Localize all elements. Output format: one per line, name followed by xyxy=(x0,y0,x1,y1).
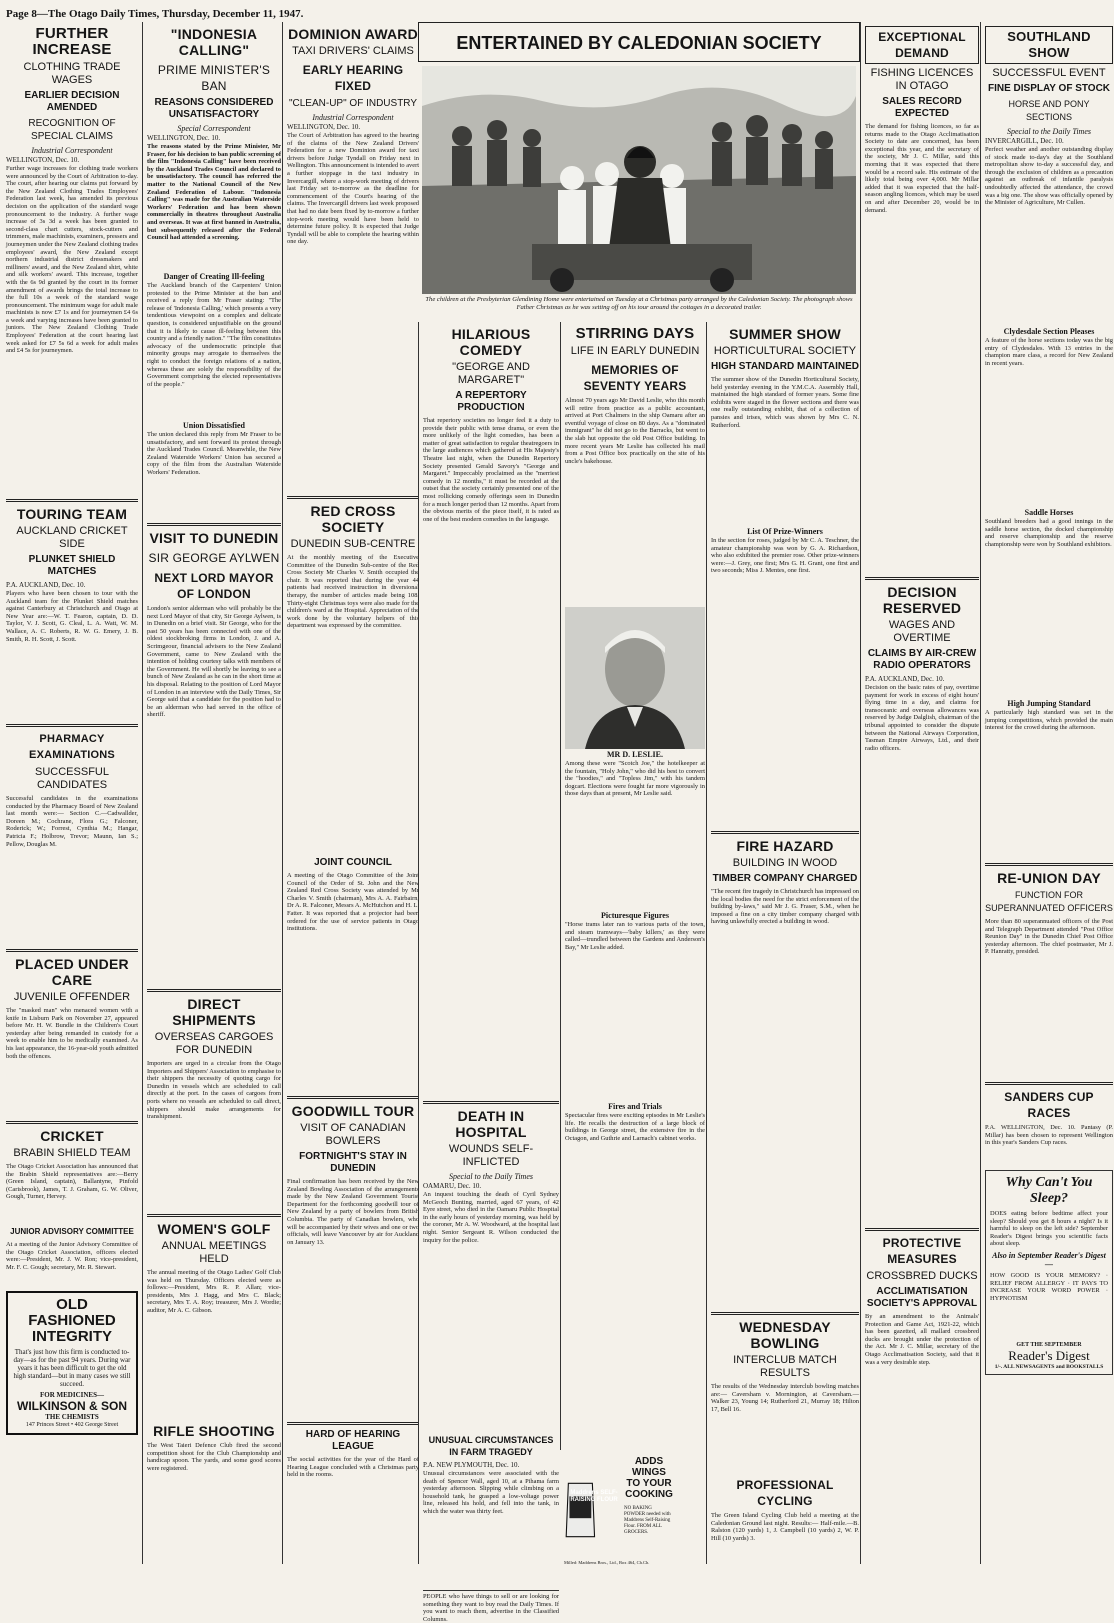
article-body: The Court of Arbitration has agreed to the hearing of the claims of the New Zealand Drivers' Federation for a new Dominion award for taxi drivers before Judge Tyndall on Friday next in Wellington. This announcement is intended to avert a further stoppage in the taxi industry in Invercargill, where a stop-work meeting of drivers last Friday set to-morrow as the deadline for commencement of the Court's hearing of the claims. The Invercargill drivers last week proposed that had no date been fixed by to-morrow a further stop-work meeting would have been held to determine future policy. It is expected that Judge Tyndall will be able to complete the hearing within one day. xyxy=(287,132,419,246)
headline-summer-show: SUMMER SHOW xyxy=(729,326,841,342)
classified-notice: PEOPLE who have things to sell or are looking for something they want to buy read the Daily Times. If you want to reach them, advertise in the Classified Columns. xyxy=(423,1590,559,1623)
subhead-horse-pony: HORSE AND PONY SECTIONS xyxy=(1008,99,1090,122)
dateline: P.A. AUCKLAND, Dec. 10. xyxy=(6,581,86,589)
headline-southland-show: SOUTHLAND SHOW xyxy=(985,26,1113,64)
article-body: Perfect weather and another outstanding display of stock made to-day's day at the Southland metropolitan show to-day a successful day, and through the exclusion of children as a precaution against an outbreak of infantile paralysis undoubtedly affected the attendance, the crowd was a big one. The show was officially opened by the Minister of Agriculture, Mr Cullen. xyxy=(985,146,1113,207)
headline-visit-dunedin: VISIT TO DUNEDIN xyxy=(149,530,279,546)
section-heading: Picturesque Figures xyxy=(601,911,669,920)
dateline: WELLINGTON, Dec. 10. xyxy=(287,123,361,131)
rule xyxy=(865,1228,979,1231)
article-body: Players who have been chosen to tour with the Auckland team for the Plunket Shield matches against Canterbury at Christchurch and Otago at New Year are:—W. T. Fearon, captain, D. D. Taylor, V. J. Scott, G. Cleal, L. A. Watt, W. M. Wallace, A. C. Roberts, R. W. G. Emery, J. B. Smith, R. H. Scott, J. Scott. xyxy=(6,590,138,643)
subhead-early-hearing: EARLY HEARING FIXED xyxy=(302,63,404,93)
page-folio: Page 8—The Otago Daily Times, Thursday, December 11, 1947. xyxy=(6,8,304,20)
rule xyxy=(6,724,138,727)
rule xyxy=(147,523,281,526)
subhead-overseas-cargoes: OVERSEAS CARGOES FOR DUNEDIN xyxy=(154,1031,274,1056)
headline-womens-golf: WOMEN'S GOLF xyxy=(157,1221,271,1237)
rule xyxy=(423,1101,559,1104)
rd-body: DOES eating before bedtime affect your sleep? Should you get 8 hours a night? Is it harmful to sleep on the left side? September Reader's Digest brings you scientific facts about sleep. xyxy=(990,1210,1108,1248)
rd-get: GET THE SEPTEMBER xyxy=(1016,1341,1082,1348)
article-body: Almost 70 years ago Mr David Leslie, who this month will retire from practice as a public accountant, arrived at Port Chalmers in the ship Oamaru after an eventful voyage of close on 80 days. As a "dominated immigrant" he did not go to the Barracks, but went to the slab hut opposite the old Post Office building. In more recent years Mr Leslie has collected his mail from a Post Office box practically on the site of his uncle's bakehouse. xyxy=(565,397,705,465)
subhead-horticultural: HORTICULTURAL SOCIETY xyxy=(713,345,857,357)
article-body: Final confirmation has been received by the New Zealand Bowling Association of the arrangements made by the New Zealand Government Tourist Department for the forthcoming goodwill tour of New Zealand by a party of bowlers from British Columbia. The party of Canadian bowlers, who will be accompanied by their wives and one or two officials, will leave Vancouver by air for Auckland on January 13. xyxy=(287,1178,419,1246)
article-body: "Horse trams later ran to various parts of the town, and steam tramways—'baby killers,' as they were called—trundled between the Gardens and Anderson's Bay," Mr Leslie added. xyxy=(565,921,705,951)
headline-dominion-award: DOMINION AWARD xyxy=(288,26,418,42)
article-body: "The recent fire tragedy in Christchurch has impressed on the local bodies the need for the strict enforcement of the building by-laws," said Mr J. G. Fraser, S.M., when he imposed a fine on a city timber company charged with having unlawfully erected a building in wood. xyxy=(711,888,859,926)
headline-wednesday-bowling: WEDNESDAY BOWLING xyxy=(739,1319,831,1351)
subhead-brabin: BRABIN SHIELD TEAM xyxy=(13,1147,131,1159)
subhead-special-claims: RECOGNITION OF SPECIAL CLAIMS xyxy=(28,118,116,142)
headline-professional-cycling: PROFESSIONAL CYCLING xyxy=(736,1478,834,1508)
rd-name: Reader's Digest xyxy=(1008,1347,1090,1363)
rd-items: HOW GOOD IS YOUR MEMORY? · RELIEF FROM ALLERGY · IT PAYS TO INCREASE YOUR WORD POWER · HYPNOTISM xyxy=(990,1271,1108,1302)
article-body: Successful candidates in the examinations conducted by the Pharmacy Board of New Zealand last month were:— Section C.—Cadwallder, Doreen M.; Cochrane, Flora G.; Falconer, Roderick; W.; Forrest, Cynthia M.; Hangar, Patricia F.; Holbrow, Trevor; Maunn, Ian S.; Pellow, Douglas M. xyxy=(6,795,138,848)
rule xyxy=(6,499,138,502)
dateline: WELLINGTON, Dec. 10. xyxy=(147,134,221,142)
maddrens-flour-advertisement xyxy=(564,1456,674,1566)
article-body: Southland breeders had a good innings in the saddle horse section, the docked championship and reserve championship and the reserve championship were won by Southland exhibitors. xyxy=(985,518,1113,548)
column-3 xyxy=(282,22,419,1564)
subhead-earlier-decision: EARLIER DECISION AMENDED xyxy=(24,90,120,113)
feature-banner: ENTERTAINED BY CALEDONIAN SOCIETY xyxy=(418,22,860,62)
rule xyxy=(865,577,979,580)
article-body: That repertory societies no longer feel it a duty to provide their public with tense drama, or even the more unlikely of the light comedies, has been a matter of great satisfaction to regular theatregoers in the large audiences which gathered at His Majesty's Theatre last night, when the Dunedin Repertory Society presented Gerald Savory's "George and Margaret." Impeccably proclaimed as the "merriest comedy in 12 months," it must be recorded at the outset that the society certainly presented one of the most rollicking comedy offerings seen in Dunedin for a much longer period than 12 months. Apart from the obvious merits of the piece itself, it is rated as one of the best modern comedies in the language. xyxy=(423,417,559,523)
article-body: At the monthly meeting of the Executive Committee of the Dunedin Sub-centre of the Red Cross Society Mr Charles V. Smith occupied the chair. It was reported that during the year 44 patients had received instruction in diversional therapy, the number of articles made being 108. Thirty-eight Christmas toys were also made for the children's ward at the Hospital. Appreciation of the work done by the voluntary helpers of this department was expressed by the committee. xyxy=(287,554,419,630)
headline-reunion-day: RE-UNION DAY xyxy=(997,870,1101,886)
article-body: An inquest touching the death of Cyril Sydney McGeoch Bunting, married, aged 67 years, of 42 Eyre street, who died in the Oamaru Public Hospital in the early hours of yesterday morning, was held by the coroner, Mr A. W. Woodward, at the hospital last night. Senior Sergeant R. Wilson conducted the inquiry for the police. xyxy=(423,1191,559,1244)
rd-also: Also in September Reader's Digest— xyxy=(992,1250,1106,1269)
headline-placed-under-care: PLACED UNDER CARE xyxy=(15,956,129,988)
headline-hard-of-hearing: HARD OF HEARING LEAGUE xyxy=(305,1429,401,1452)
ad-firm-name: WILKINSON & SON xyxy=(17,1399,127,1413)
subhead-pm-ban: PRIME MINISTER'S BAN xyxy=(157,63,271,93)
headline-direct-shipments: DIRECT SHIPMENTS xyxy=(172,996,256,1028)
subhead-building-wood: BUILDING IN WOOD xyxy=(732,857,838,869)
subhead-clean-up: "CLEAN-UP" OF INDUSTRY xyxy=(288,98,418,109)
flour-bag-illustration xyxy=(564,1456,624,1564)
column-5 xyxy=(560,322,705,1450)
byline: Special to the Daily Times xyxy=(1007,127,1091,136)
headline-death-hospital: DEATH IN HOSPITAL xyxy=(455,1108,527,1140)
byline: Special to the Daily Times xyxy=(449,1172,533,1181)
article-body: P.A. WELLINGTON, Dec. 10. Pantasy (P. Millar) has been chosen to represent Wellington in this year's Sanders Cup races. xyxy=(985,1124,1113,1147)
wilkinson-advertisement xyxy=(6,1291,138,1435)
dateline: OAMARU, Dec. 10. xyxy=(423,1182,482,1190)
subhead-interclub: INTERCLUB MATCH RESULTS xyxy=(733,1354,837,1379)
headline-goodwill-tour: GOODWILL TOUR xyxy=(291,1103,415,1119)
article-body: Unusual circumstances were associated with the death of Spencer Wall, aged 10, at a Pihama farm yesterday afternoon. Slipping while climbing on a household tank, he grasped a low-voltage power line, released his hold, and fell into the tank, in which the water was thirty feet. xyxy=(423,1470,559,1515)
subhead-plunket-shield: PLUNKET SHIELD MATCHES xyxy=(28,554,116,577)
article-body: The Otago Cricket Association has announced that the Brabin Shield representatives are:—Berry (Green Island, captain), Ballantyne, Pinfold (Carisbrook), James, T. J. Graham, G. W. Oliver, Gough, Turner, Hervey. xyxy=(6,1163,138,1201)
portrait-illustration xyxy=(565,607,705,749)
subhead-taxi-drivers: TAXI DRIVERS' CLAIMS xyxy=(292,45,414,57)
ad-chemists: THE CHEMISTS xyxy=(45,1413,99,1421)
photo-caption: The children at the Presbyterian Glendining Home were entertained on Tuesday at a Christmas party arranged by the Caledonian Society. The photograph shows Father Christmas as he was setting off on his tour around the cottages in a decorated trailer. xyxy=(425,296,853,311)
subhead-junior-advisory: JUNIOR ADVISORY COMMITTEE xyxy=(10,1227,134,1236)
caledonian-party-photo xyxy=(422,66,856,294)
byline: Industrial Correspondent xyxy=(312,113,394,122)
headline-stirring-days: STIRRING DAYS xyxy=(575,325,695,342)
subhead-sir-george: SIR GEORGE AYLWEN xyxy=(148,551,280,565)
subhead-successful-event: SUCCESSFUL EVENT xyxy=(992,67,1106,79)
subhead-acclimatisation: ACCLIMATISATION SOCIETY'S APPROVAL xyxy=(866,1286,978,1309)
section-heading: Union Dissatisfied xyxy=(182,421,245,430)
subhead-high-standard: HIGH STANDARD MAINTAINED xyxy=(711,361,859,372)
article-body: London's senior alderman who will probably be the next Lord Mayor of that city, Sir George Aylwen, is in Dunedin on a brief visit. Sir George, who for the past 50 years has been connected with one of the oldest stockbroking firms in London, J. and A. Scrimgeour, financial advisers to the New Zealand Government, came to New Zealand with the intention of holding courtesy talks with members of the Government. He will shortly be leaving to see a bunch of New Zealand as he can in the short time at his disposal. Relating to the position of Lord Mayor of London in an interview with the Daily Times, Sir George said that a candidate for the position had to be an alderman who had served in the office of sheriff. xyxy=(147,605,281,719)
rule xyxy=(6,1121,138,1124)
rd-price: 1/-. ALL NEWSAGENTS and BOOKSTALLS xyxy=(994,1363,1104,1370)
subhead-memories: MEMORIES OF SEVENTY YEARS xyxy=(583,363,687,393)
headline-red-cross: RED CROSS SOCIETY xyxy=(310,503,396,535)
rule xyxy=(287,496,419,499)
article-body: The summer show of the Dunedin Horticultural Society, held yesterday evening in the Y.M.C.A. Assembly Hall, maintained the high standard of former years. Some fine exhibits were staged in the flower sections and there was one really outstanding exhibit, that of a collection of pansies and irises, which was shown by Mrs C. N. Rutherford. xyxy=(711,376,859,429)
subhead-crossbred-ducks: CROSSBRED DUCKS xyxy=(866,1270,978,1282)
column-4 xyxy=(418,322,559,1623)
subhead-fine-display: FINE DISPLAY OF STOCK xyxy=(987,83,1111,94)
column-6 xyxy=(706,322,859,1564)
rule xyxy=(985,1082,1113,1085)
dateline: WELLINGTON, Dec. 10. xyxy=(6,156,80,164)
rule xyxy=(711,1312,859,1315)
dateline: INVERCARGILL, Dec. 10. xyxy=(985,137,1064,145)
flour-footer: Milled: Maddrens Bros., Ltd., Box 464, Ch.Ch. xyxy=(564,1560,650,1565)
readers-digest-advertisement xyxy=(985,1170,1113,1375)
article-body: The union declared this reply from Mr Fraser to be unsatisfactory, and sent forward its protest through the Auckland Trades Council. Meanwhile, the New Zealand Waterside Workers' Union has secured a copy of the film from the Australian Waterside Workers' Federation. xyxy=(147,431,281,476)
flour-small-print: NO BAKING POWDER needed with Maddrens Self-Raising Flour. FROM ALL GROCERS. xyxy=(624,1506,671,1535)
ad-headline: OLD FASHIONED INTEGRITY xyxy=(28,1296,116,1345)
subhead-wounds: WOUNDS SELF-INFLICTED xyxy=(448,1143,534,1168)
section-heading: Clydesdale Section Pleases xyxy=(1003,327,1095,336)
article-body: A feature of the horse sections today was the big entry of Clydesdales. With 13 entries in the champion mare class, a record for New Zealand in recent years. xyxy=(985,337,1113,367)
subhead-juvenile: JUVENILE OFFENDER xyxy=(13,991,131,1003)
article-body: More than 80 superannuated officers of the Post and Telegraph Department attended "Post Office Reunion Day" in the Dunedin Chief Post Office yesterday afternoon. The chief postmaster, Mr J. P. Hanratty, presided. xyxy=(985,918,1113,956)
article-body: The Auckland branch of the Carpenters' Union protested to the Prime Minister at the ban and received a reply from Mr Fraser stating: "The release of 'Indonesia Calling,' which presents a very tendentious viewpoint on a complex and delicate question, is considered unjustifiable on the ground that it is likely to cause ill-feeling between this country and a friendly nation." "The film constitutes advocacy of the undemocratic principle that minority groups may arrogate to themselves the right to conduct the foreign relations of a nation, whereas these are solely the responsibility of the Government comprising the elected representatives of the people." xyxy=(147,282,281,388)
rule xyxy=(6,949,138,952)
subhead-reasons: REASONS CONSIDERED UNSATISFACTORY xyxy=(154,97,274,120)
rule xyxy=(287,1422,419,1425)
section-heading: List Of Prize-Winners xyxy=(747,527,823,536)
headline-pharmacy: PHARMACY EXAMINATIONS xyxy=(29,733,115,761)
headline-cricket: CRICKET xyxy=(40,1128,104,1144)
article-body: The Green Island Cycling Club held a meeting at the Caledonian Ground last night. Results:— Half-mile.—B. Ralston (120 yards) 1, J. Campbell (10 yards) 2, W. P. Hill (10 yards) 3. xyxy=(711,1512,859,1542)
article-body: Decision on the basic rates of pay, overtime payment for work in excess of eight hours' flying time in a day, and claims for transoceanic and overseas allowances was reserved by Judge Dalglish, chairman of the tribunal appointed to consider the dispute between the National Airways Corporation, Tasman Empire Airways, Ltd., and their radio officers. xyxy=(865,684,979,752)
article-body: The annual meeting of the Otago Ladies' Golf Club was held on Thursday. Officers elected were as follows:—President, Mrs R. P. Allan; vice-presidents, Mrs J. Hagg, and Mrs C. Black; secretary, Mrs T. A. Roy; treasurer, Mrs J. Wordie; auditor, Mr A. C. Gibson. xyxy=(147,1269,281,1314)
article-body: At a meeting of the Junior Advisory Committee of the Otago Cricket Association, officers elected were:—President, Mr. J. W. Ron; vice-president, Mr. F. C. Gough; secretary, Mr. R. Stewart. xyxy=(6,1241,138,1271)
rule xyxy=(985,863,1113,866)
article-body: Spectacular fires were exciting episodes in Mr Leslie's life. He recalls the destruction of a large block of buildings in George street, the extensive fire in the Octagon, and Guthrie and Larnach's cabinet works. xyxy=(565,1112,705,1142)
rule xyxy=(147,989,281,992)
dateline: P.A. AUCKLAND, Dec. 10. xyxy=(865,675,945,683)
rule xyxy=(711,831,859,834)
subhead-repertory: A REPERTORY PRODUCTION xyxy=(455,390,527,413)
flour-slogan: ADDS WINGS TO YOUR COOKING xyxy=(625,1456,673,1500)
subhead-joint-council: JOINT COUNCIL xyxy=(314,857,392,868)
headline-decision-reserved: DECISION RESERVED xyxy=(882,584,962,616)
article-body: A meeting of the Otago Committee of the Joint Council of the Order of St. John and the New Zealand Red Cross Society was attended by Mr Charles V. Smith (chairman), Mrs A. A. Fairbairn, Dr A. R. Falconer, Messrs A. McHutchon and H. L. Fatter. It was reported that a projector had been ordered for the use of service patients in Otago institutions. xyxy=(287,872,419,933)
subhead-clothing-wages: CLOTHING TRADE WAGES xyxy=(23,61,121,86)
subhead-candidates: SUCCESSFUL CANDIDATES xyxy=(35,766,109,791)
photo-illustration xyxy=(422,66,856,294)
headline-rifle-shooting: RIFLE SHOOTING xyxy=(153,1423,275,1439)
subhead-early-dunedin: LIFE IN EARLY DUNEDIN xyxy=(570,345,700,357)
subhead-superannuated: FUNCTION FOR SUPERANNUATED OFFICERS xyxy=(985,890,1113,913)
column-8 xyxy=(980,22,1113,1564)
ad-for: FOR MEDICINES— xyxy=(40,1391,104,1399)
headline-further-increase: FURTHER INCREASE xyxy=(32,25,112,58)
headline-hilarious-comedy: HILARIOUS COMEDY xyxy=(451,326,531,358)
byline: Industrial Correspondent xyxy=(31,146,113,155)
headline-protective-measures: PROTECTIVE MEASURES xyxy=(882,1236,962,1266)
rd-headline: Why Can't You Sleep? xyxy=(1005,1175,1093,1206)
article-body: The West Taieri Defence Club fired the second competition shoot for the Club Championship and handicap spoon. The yards, and some good scores were registered. xyxy=(147,1442,281,1472)
byline: Special Correspondent xyxy=(177,124,251,133)
subhead-sub-centre: DUNEDIN SUB-CENTRE xyxy=(290,538,416,550)
column-7 xyxy=(860,22,979,1564)
column-1 xyxy=(6,22,138,1564)
ad-address: 147 Princes Street • 402 George Street xyxy=(25,1422,119,1428)
headline-unusual: UNUSUAL CIRCUMSTANCES IN FARM TRAGEDY xyxy=(428,1435,554,1457)
section-heading: Danger of Creating Ill-feeling xyxy=(163,272,265,281)
subhead-canadian-bowlers: VISIT OF CANADIAN BOWLERS xyxy=(300,1122,406,1147)
subhead-fortnight: FORTNIGHT'S STAY IN DUNEDIN xyxy=(299,1151,407,1174)
subhead-sales-record: SALES RECORD EXPECTED xyxy=(882,96,962,119)
article-body: The "masked man" who menaced women with a knife in Lisburn Park on November 27, appeared before Mr. H. W. Bundle in the Children's Court yesterday after being remanded in custody for a week to enable him to be medically examined. As his last appearance, the 16-year-old youth admitted both the offences. xyxy=(6,1007,138,1060)
subhead-timber-company: TIMBER COMPANY CHARGED xyxy=(712,873,858,884)
article-body: In the section for roses, judged by Mr C. A. Teschner, the amateur championship was won by G. A. Richardson, who also exhibited the premier rose. Other prize-winners were:—J. Grey, one first; Mrs G. H. Grant, one first and two seconds; Miss J. Mentes, one first. xyxy=(711,537,859,575)
article-body: Further wage increases for clothing trade workers were announced by the Court of Arbitration to-day. The court, after hearing our claims put forward by the New Zealand Clothing Trades Employees' Federation last week, has amended its previous decision on the application of the standard wage pronouncement to the industry. A further wage increase of 3s 3d a week has been granted to second-class chart cutters, stock-cutters and trimmers, male machinists, examiners, pressers and journeymen under the New Zealand clothing trades employees' award, the New Zealand except northern industrial district dressmakers and milliners' award, and the New Zealand shirt, white and silk workers' award. This increase, together with the 6s 9d granted by the court in its former amendment of awards brings the total increase to the full 10s a week of the standard wage pronouncement. The minimum wage for adult male machinists is now £7 1s and for journeymen £4 6s a week and varying increases have been granted to juniors. The New Zealand Clothing Trade Employees' Federation at the court hearing last week asked for £7 5s 6d a week for adult males and £4 5s for journeymen. xyxy=(6,165,138,355)
headline-exceptional-demand: EXCEPTIONAL DEMAND xyxy=(865,26,979,64)
subhead-wages-overtime: WAGES AND OVERTIME xyxy=(888,619,956,644)
portrait-caption: MR D. LESLIE. xyxy=(606,750,663,759)
article-body: The demand for fishing licences, so far as returns made to the Otago Acclimatisation Society to date are concerned, has been exceptional this year, and the secretary of the society, Mr J. C. Millar, said this morning that it was expected that there would be a record sale. His estimate of the likely total being over 4,000. Mr Millar added that it was expected that the half-season angling licences, which may be used on and after December 20, would be in demand. xyxy=(865,123,979,214)
subhead-auckland-cricket: AUCKLAND CRICKET SIDE xyxy=(16,525,128,550)
article-body: By an amendment to the Animals' Protection and Game Act, 1921-22, which has been gazetted, all mallard crossbred ducks are brought under the protection of the Act. Mr J. C. Millar, secretary of the Otago Acclimatisation Society, said that it was a very desirable step. xyxy=(865,1313,979,1366)
article-body: Among these were "Scotch Joe," the hotelkeeper at the fountain, "Holy John," who did his best to convert the "hoodies," and "Topless Jim," with his tandem dogcart. Elections were fought far more vigorously in those days than at present, Mr Leslie said. xyxy=(565,760,705,798)
column-2 xyxy=(142,22,281,1564)
ad-text: That's just how this firm is conducted to-day—as for the past 94 years. During war years it has been difficult to get the old high standard—but in many cases we still succeed. xyxy=(13,1348,131,1388)
subhead-lord-mayor: NEXT LORD MAYOR OF LONDON xyxy=(154,571,274,601)
article-body: The results of the Wednesday interclub bowling matches are:— Caversham v. Mornington, at Caversham.—Walker 23, Young 14; Rutherford 21, Murray 18; Hilton 17, Bell 16. xyxy=(711,1383,859,1413)
headline-fire-hazard: FIRE HAZARD xyxy=(736,838,834,854)
article-body: Importers are urged in a circular from the Otago Importers and Shippers' Association to emphasise to their shippers the necessity of quoting cargo for Dunedin in vessels which are scheduled to call directly at the port. In the cases of cargoes from ports where no vessels are scheduled to call direct, shippers should make arrangements for transhipment. xyxy=(147,1060,281,1121)
portrait-photo xyxy=(565,607,705,749)
headline-sanders-cup: SANDERS CUP RACES xyxy=(1004,1090,1094,1120)
headline-touring-team: TOURING TEAM xyxy=(16,506,128,522)
rule xyxy=(287,1096,419,1099)
flour-brand: Maddrens SELF-RAISING FLOUR xyxy=(570,1490,618,1503)
subhead-air-crew: CLAIMS BY AIR-CREW RADIO OPERATORS xyxy=(867,648,977,671)
section-heading: High Jumping Standard xyxy=(1007,699,1091,708)
section-heading: Saddle Horses xyxy=(1024,508,1074,517)
subhead-fishing-licences: FISHING LICENCES IN OTAGO xyxy=(870,67,974,92)
subhead-george-margaret: "GEORGE AND MARGARET" xyxy=(452,361,530,386)
article-body: The reasons stated by the Prime Minister, Mr Fraser, for his decision to ban public screening of the film "Indonesia Calling" have been received by the Auckland Trades Council and declared to be unsatisfactory. The council has referred the matter to the National Council of the New Zealand Federation of Labour. "Indonesia Calling" was made for the Australian Waterside Workers' Federation and has been shown commercially in theatres throughout Australia and overseas. It was at first banned in Australia, but subsequently released after the Federal Council had attended a screening. xyxy=(147,143,281,242)
article-body: The social activities for the year of the Hard of Hearing League concluded with a Christmas party held in the rooms. xyxy=(287,1456,419,1479)
article-body: A particularly high standard was set in the jumping competitions, which provided the main interest for the crowd during the afternoon. xyxy=(985,709,1113,732)
subhead-annual-meetings: ANNUAL MEETINGS HELD xyxy=(161,1240,267,1265)
rule xyxy=(147,1214,281,1217)
headline-indonesia-calling: "INDONESIA CALLING" xyxy=(170,26,258,58)
section-heading: Fires and Trials xyxy=(608,1102,662,1111)
dateline: P.A. NEW PLYMOUTH, Dec. 10. xyxy=(423,1461,520,1469)
